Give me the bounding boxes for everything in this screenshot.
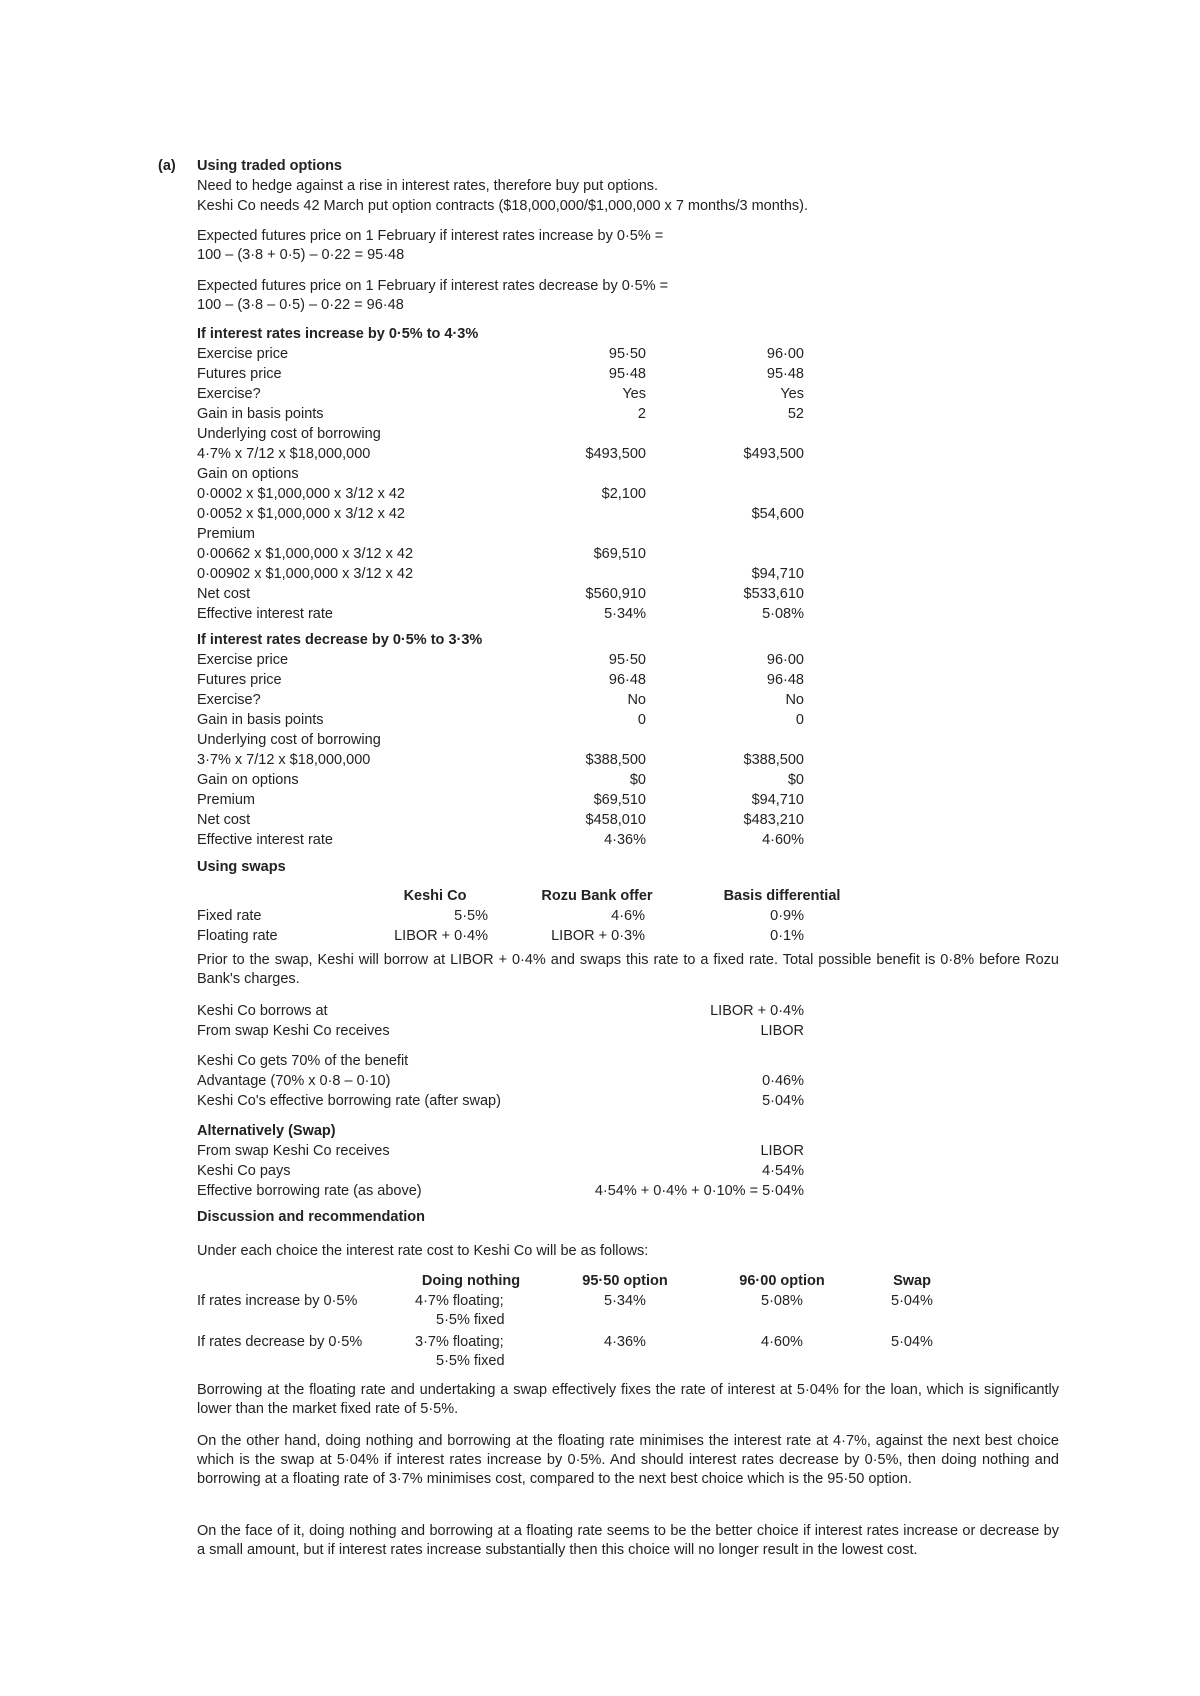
table-cell: $493,500: [585, 446, 646, 462]
table-row-label: Floating rate: [197, 928, 278, 944]
calc-label: Keshi Co gets 70% of the benefit: [197, 1053, 409, 1069]
table-row-label: Exercise?: [197, 386, 261, 402]
column-header: Rozu Bank offer: [541, 888, 653, 904]
calc-value: 0·46%: [762, 1073, 804, 1089]
expected-price-line: Expected futures price on 1 February if interest rates decrease by 0·5% =: [197, 278, 669, 294]
table-cell: 5·34%: [604, 606, 646, 622]
expected-price-line: Expected futures price on 1 February if interest rates increase by 0·5% =: [197, 228, 664, 244]
table-row-label: Gain in basis points: [197, 406, 324, 422]
table-row-label: 3·7% x 7/12 x $18,000,000: [197, 752, 371, 768]
table-cell: 96·00: [766, 652, 804, 668]
table-row-label: Underlying cost of borrowing: [197, 426, 381, 442]
table-row-label: Futures price: [197, 672, 282, 688]
table-cell: 4·60%: [761, 1334, 803, 1350]
table-cell: $388,500: [743, 752, 804, 768]
calc-value: LIBOR: [760, 1143, 804, 1159]
calc-label: Keshi Co borrows at: [197, 1003, 328, 1019]
table-cell: 4·36%: [604, 1334, 646, 1350]
swaps-heading: Using swaps: [197, 859, 286, 875]
table-cell: $69,510: [593, 546, 646, 562]
table-row-label: Fixed rate: [197, 908, 262, 924]
table-cell: 3·7% floating;: [415, 1334, 504, 1350]
table-row-label: Net cost: [197, 586, 251, 602]
table-cell: 5·04%: [891, 1293, 933, 1309]
table-cell: 0: [795, 712, 804, 728]
intro-line: Keshi Co needs 42 March put option contracts ($18,000,000/$1,000,000 x 7 months/3 months).: [197, 198, 808, 214]
table-cell: 5·04%: [891, 1334, 933, 1350]
section-label: (a): [158, 158, 176, 174]
calc-label: Effective borrowing rate (as above): [197, 1183, 422, 1199]
table-cell: 5·34%: [604, 1293, 646, 1309]
table-cell: 5·5%: [454, 908, 488, 924]
table-cell: $0: [629, 772, 646, 788]
table-cell: 95·48: [608, 366, 646, 382]
discussion-paragraph: On the other hand, doing nothing and borrowing at the floating rate minimises the interest rate at 4·7%, against the next best choice which is the swap at 5·04% if interest rates increase by 0·5%. And should interest rates decrease by 0·5%, then doing nothing and borrowing at a floating rate of 3·7% minimises cost, compared to the next best choice which is the 95·50 option.: [197, 1433, 1059, 1487]
table-cell: 52: [787, 406, 804, 422]
table-cell: No: [785, 692, 804, 708]
table-row-label: 0·00662 x $1,000,000 x 3/12 x 42: [197, 546, 414, 562]
expected-price-line: 100 – (3·8 – 0·5) – 0·22 = 96·48: [197, 297, 404, 313]
table-cell: 4·7% floating;: [415, 1293, 504, 1309]
table-row-label: Exercise?: [197, 692, 261, 708]
section-title: Using traded options: [197, 158, 342, 174]
table-cell: $483,210: [743, 812, 804, 828]
calc-label: From swap Keshi Co receives: [197, 1023, 390, 1039]
intro-line: Need to hedge against a rise in interest rates, therefore buy put options.: [197, 178, 659, 194]
column-header: Basis differential: [723, 888, 841, 904]
table-cell: 5·08%: [762, 606, 804, 622]
table-cell: 0·9%: [770, 908, 804, 924]
table-cell: $2,100: [601, 486, 646, 502]
table-cell: $458,010: [585, 812, 646, 828]
table-cell: 0: [637, 712, 646, 728]
column-header: Keshi Co: [403, 888, 467, 904]
table-cell: $560,910: [585, 586, 646, 602]
table-row-label: 0·0052 x $1,000,000 x 3/12 x 42: [197, 506, 405, 522]
table-row-label: If rates decrease by 0·5%: [197, 1334, 363, 1350]
table-row-label: Underlying cost of borrowing: [197, 732, 381, 748]
table-row-label: 0·0002 x $1,000,000 x 3/12 x 42: [197, 486, 405, 502]
prior-swap-paragraph: Prior to the swap, Keshi will borrow at LIBOR + 0·4% and swaps this rate to a fixed rate. Total possible benefit is 0·8% before Rozu Bank's charges.: [197, 952, 1059, 987]
table-cell: 96·00: [766, 346, 804, 362]
table-row-label: Premium: [197, 526, 256, 542]
table-cell: LIBOR + 0·4%: [394, 928, 488, 944]
table-cell: 2: [637, 406, 646, 422]
calc-label: Keshi Co's effective borrowing rate (after swap): [197, 1093, 501, 1109]
table-cell: 96·48: [766, 672, 804, 688]
table-cell: 4·36%: [604, 832, 646, 848]
table-cell: 95·48: [766, 366, 804, 382]
table-cell: $493,500: [743, 446, 804, 462]
calc-value: LIBOR: [760, 1023, 804, 1039]
calc-label: From swap Keshi Co receives: [197, 1143, 390, 1159]
calc-label: Advantage (70% x 0·8 – 0·10): [197, 1073, 391, 1089]
calc-value: 5·04%: [762, 1093, 804, 1109]
table-cell: $0: [787, 772, 804, 788]
table-cell: $54,600: [751, 506, 804, 522]
column-header: Doing nothing: [421, 1273, 521, 1289]
table-row-label: Gain on options: [197, 772, 299, 788]
table-row-label: Net cost: [197, 812, 251, 828]
table-cell: Yes: [780, 386, 804, 402]
table-row-label: Gain on options: [197, 466, 299, 482]
table-cell: 95·50: [608, 346, 646, 362]
table-cell: 0·1%: [770, 928, 804, 944]
decrease-table-heading: If interest rates decrease by 0·5% to 3·3%: [197, 632, 483, 648]
expected-price-line: 100 – (3·8 + 0·5) – 0·22 = 95·48: [197, 247, 405, 263]
table-row-label: Effective interest rate: [197, 832, 333, 848]
table-cell: Yes: [622, 386, 646, 402]
table-row-label: Futures price: [197, 366, 282, 382]
calc-value: 4·54%: [762, 1163, 804, 1179]
discussion-paragraph: On the face of it, doing nothing and borrowing at a floating rate seems to be the better choice if interest rates increase or decrease by a small amount, but if interest rates increase substantially then this choice will no longer result in the lowest cost.: [197, 1523, 1059, 1558]
table-row-label: 0·00902 x $1,000,000 x 3/12 x 42: [197, 566, 414, 582]
alternative-heading: Alternatively (Swap): [197, 1123, 336, 1139]
table-cell: $69,510: [593, 792, 646, 808]
calc-value: 4·54% + 0·4% + 0·10% = 5·04%: [594, 1183, 804, 1199]
table-row-label: 4·7% x 7/12 x $18,000,000: [197, 446, 371, 462]
table-cell: $533,610: [743, 586, 804, 602]
table-cell: 4·6%: [611, 908, 645, 924]
table-row-label: Effective interest rate: [197, 606, 333, 622]
column-header: 96·00 option: [739, 1273, 825, 1289]
table-cell: No: [627, 692, 646, 708]
discussion-heading: Discussion and recommendation: [197, 1209, 426, 1225]
calc-value: LIBOR + 0·4%: [710, 1003, 804, 1019]
table-row-label: If rates increase by 0·5%: [197, 1293, 358, 1309]
calc-label: Keshi Co pays: [197, 1163, 291, 1179]
table-cell: $388,500: [585, 752, 646, 768]
table-cell: 5·08%: [761, 1293, 803, 1309]
table-row-label: Gain in basis points: [197, 712, 324, 728]
table-cell: LIBOR + 0·3%: [551, 928, 645, 944]
table-cell: 95·50: [608, 652, 646, 668]
table-cell: 5·5% fixed: [436, 1353, 505, 1369]
column-header: 95·50 option: [582, 1273, 668, 1289]
table-cell: 5·5% fixed: [436, 1312, 505, 1328]
discussion-paragraph: Borrowing at the floating rate and undertaking a swap effectively fixes the rate of interest at 5·04% for the loan, which is significantly lower than the market fixed rate of 5·5%.: [197, 1382, 1059, 1417]
table-row-label: Exercise price: [197, 652, 289, 668]
table-cell: 96·48: [608, 672, 646, 688]
increase-table-heading: If interest rates increase by 0·5% to 4·3%: [197, 326, 479, 342]
table-row-label: Premium: [197, 792, 256, 808]
table-cell: $94,710: [751, 792, 804, 808]
table-cell: 4·60%: [762, 832, 804, 848]
table-cell: $94,710: [751, 566, 804, 582]
table-row-label: Exercise price: [197, 346, 289, 362]
column-header: Swap: [893, 1273, 931, 1289]
discussion-intro: Under each choice the interest rate cost to Keshi Co will be as follows:: [197, 1243, 649, 1259]
